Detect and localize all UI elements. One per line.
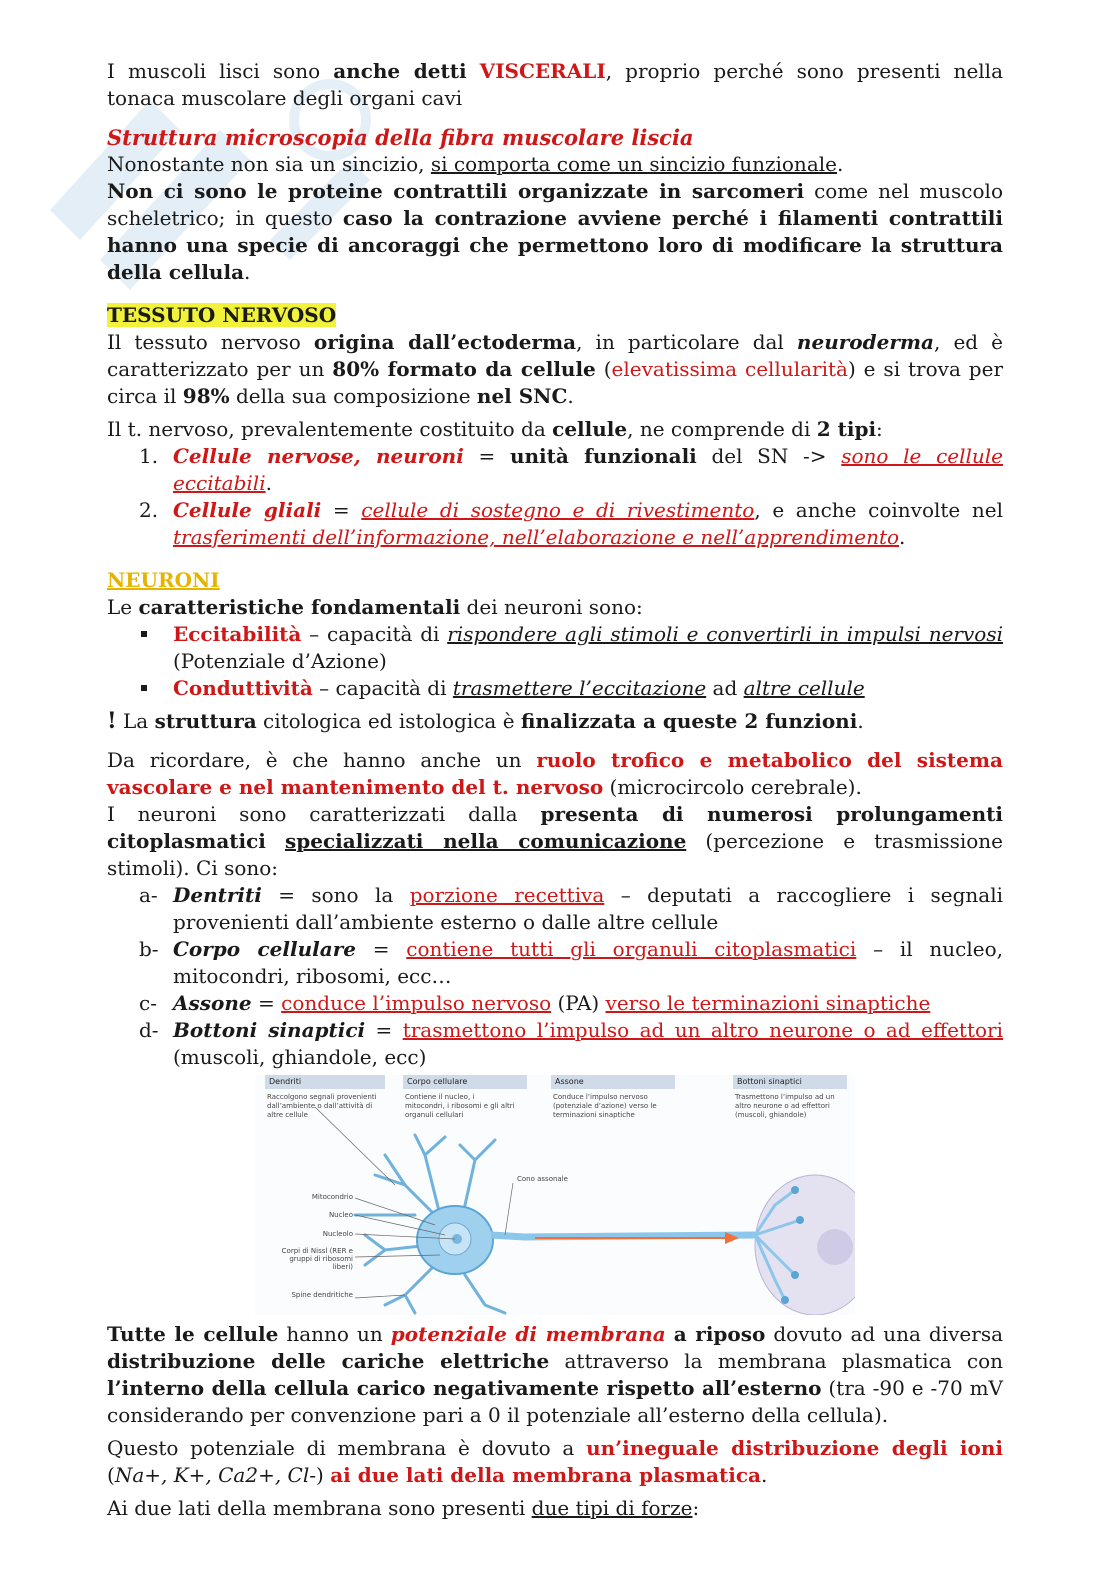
bullet-square-icon: [141, 685, 147, 691]
section-title-tessuto-nervoso: [107, 302, 1003, 329]
list-item: [107, 990, 1003, 1017]
figure-caption-dendriti: Raccolgono segnali provenienti dall’ambiente o dall’attività di altre cellule: [267, 1093, 377, 1119]
lettered-list-neuron-parts: [107, 882, 1003, 1071]
text-bold: origina dall’ectoderma: [313, 330, 577, 354]
paragraph-sincizio: [107, 151, 1003, 178]
text: , proprio perché sono presenti nella tonaca muscolare degli organi cavi: [107, 59, 1003, 110]
text-red-underline: cellule di sostegno e di rivestimento: [361, 498, 755, 522]
text: attraverso la membrana plasmatica con: [549, 1349, 1003, 1373]
text-term: Assone: [173, 991, 252, 1015]
text: La: [116, 709, 155, 733]
text: – capacità di: [301, 622, 448, 646]
text: ) e si trova per circa il: [107, 357, 1004, 408]
text-bold: 98%: [182, 384, 230, 408]
text: I muscoli lisci sono: [107, 59, 334, 83]
list-number: 2.: [139, 498, 159, 522]
list-item: [107, 1017, 1003, 1071]
text-bold: 80% formato da cellule: [332, 357, 596, 381]
text: citologica ed istologica è: [256, 709, 521, 733]
text: [266, 829, 285, 853]
text: =: [321, 498, 362, 522]
text: ad: [706, 676, 744, 700]
paragraph-tipi: [107, 416, 1003, 443]
text-bold: cellule: [552, 417, 628, 441]
bullet-square-icon: [141, 631, 147, 637]
text-bold: a riposo: [673, 1322, 766, 1346]
label-mitocondrio: Mitocondrio: [311, 1193, 353, 1201]
figure-header-bottoni: Bottoni sinaptici: [733, 1075, 847, 1089]
figure-caption-corpo: Contiene il nucleo, i mitocondri, i ribosomi e gli altri organuli cellulari: [405, 1093, 515, 1119]
list-item: [107, 675, 1003, 702]
text-underline: due tipi di forze: [531, 1496, 693, 1520]
text-red-underline: sono le cellule eccitabili: [173, 444, 1004, 495]
text-viscerali: VISCERALI: [479, 59, 606, 83]
text: =: [365, 1018, 403, 1042]
list-item: [107, 443, 1003, 497]
text: – il nucleo, mitocondri, ribosomi, ecc…: [173, 937, 1003, 988]
text-bold: anche detti: [333, 59, 467, 83]
text: =: [355, 937, 407, 961]
text-bold: Tutte le cellule: [107, 1322, 279, 1346]
label-cono-assonale: Cono assonale: [517, 1175, 568, 1183]
text: (: [595, 357, 612, 381]
text-bold: 2 tipi: [816, 417, 877, 441]
text: , ed è caratterizzato per un: [107, 330, 1004, 381]
text: della sua composizione: [229, 384, 477, 408]
numbered-list-cells: [107, 443, 1003, 551]
text: , ne comprende di: [627, 417, 817, 441]
text: Il t. nervoso, prevalentemente costituito da: [107, 417, 553, 441]
target-nucleus-shape: [817, 1229, 853, 1265]
text-term: Dentriti: [173, 883, 262, 907]
document-page: [107, 58, 1003, 1522]
text-term: Corpo cellulare: [173, 937, 356, 961]
text-term: Conduttività: [173, 676, 313, 700]
label-nucleo: Nucleo: [328, 1211, 353, 1219]
text: Nonostante non sia un sincizio,: [107, 152, 431, 176]
text-bold: caso la contrazione avviene perché i filamenti contrattili hanno una specie di ancoraggi che permettono loro di modificare la struttura della cellula: [107, 206, 1003, 284]
text: (Potenziale d’Azione): [173, 649, 387, 673]
paragraph-proteine: [107, 178, 1003, 286]
text: (percezione e trasmissione stimoli). Ci sono:: [107, 829, 1004, 880]
text: (muscoli, ghiandole, ecc): [173, 1045, 427, 1069]
text: Da ricordare, è che hanno anche un: [107, 748, 537, 772]
figure-caption-bottoni: Trasmettono l’impulso ad un altro neurone o ad effettori (muscoli, ghiandole): [735, 1093, 835, 1119]
text-red-underline: trasferimenti dell’informazione, nell’elaborazione e nell’apprendimento: [173, 525, 900, 549]
label-corpi-nissl: Corpi di Nissl (RER e gruppi di ribosomi liberi): [281, 1247, 353, 1271]
section-title-struttura: Struttura microscopia della fibra muscolare liscia: [107, 125, 694, 150]
text: :: [876, 417, 883, 441]
paragraph-tessuto: [107, 329, 1003, 410]
neuron-figure: [255, 1075, 855, 1315]
list-letter: a-: [139, 883, 158, 907]
text-term: Eccitabilità: [173, 622, 302, 646]
label-spine: Spine dendritiche: [291, 1291, 353, 1299]
text: .: [857, 709, 864, 733]
paragraph-struttura-note: [107, 708, 1003, 735]
text-red-underline: contiene tutti gli organuli citoplasmatici: [406, 937, 857, 961]
text: Le: [107, 595, 139, 619]
text: [467, 59, 480, 83]
text-bold: struttura: [154, 709, 257, 733]
text-bold: unità funzionali: [509, 444, 697, 468]
text: (PA): [551, 991, 606, 1015]
text-bold: nel SNC: [476, 384, 568, 408]
text: – capacità di: [312, 676, 453, 700]
text: (tra -90 e -70 mV considerando per convenzione pari a 0 il potenziale all’esterno della cellula).: [107, 1376, 1003, 1427]
text: come nel muscolo scheletrico; in questo: [107, 179, 1003, 230]
text: .: [567, 384, 574, 408]
list-item: [107, 621, 1003, 675]
text-italic-underline: rispondere agli stimoli e convertirli in impulsi nervosi: [447, 622, 1003, 646]
text: Questo potenziale di membrana è dovuto a: [107, 1436, 587, 1460]
exclamation-icon: !: [107, 708, 117, 734]
list-letter: b-: [139, 937, 159, 961]
text-bold: l’interno della cellula carico negativamente rispetto all’esterno: [107, 1376, 822, 1400]
text: Il tessuto nervoso: [107, 330, 314, 354]
text-red-underline: conduce l’impulso nervoso: [281, 991, 552, 1015]
text-bold-underline: specializzati nella comunicazione: [285, 829, 687, 853]
text: ): [316, 1463, 331, 1487]
bullet-list-features: [107, 621, 1003, 702]
list-letter: c-: [139, 991, 157, 1015]
figure-caption-assone: Conduce l’impulso nervoso (potenziale d’azione) verso le terminazioni sinaptiche: [553, 1093, 657, 1119]
yellow-title: NEURONI: [107, 568, 220, 592]
text: hanno un: [278, 1322, 391, 1346]
text: (microcircolo cerebrale).: [603, 775, 862, 799]
text: (: [107, 1463, 115, 1487]
text-red: elevatissima cellularità: [611, 357, 848, 381]
text-underline: si comporta come un sincizio funzionale: [430, 152, 837, 176]
text: = sono la: [261, 883, 410, 907]
text-red-underline: porzione recettiva: [409, 883, 605, 907]
text: [666, 1322, 674, 1346]
text: dei neuroni sono:: [460, 595, 643, 619]
text-term: Cellule gliali: [173, 498, 322, 522]
text-bold-red: ai due lati della membrana plasmatica: [330, 1463, 761, 1487]
text: .: [265, 471, 272, 495]
text-bold: caratteristiche fondamentali: [138, 595, 461, 619]
list-number: 1.: [139, 444, 159, 468]
text-red-underline: trasmettono l’impulso ad un altro neurone o ad effettori: [402, 1018, 1003, 1042]
text: =: [463, 444, 510, 468]
text-bold: distribuzione delle cariche elettriche: [107, 1349, 550, 1373]
highlighted-title: TESSUTO NERVOSO: [107, 303, 337, 327]
text-term: Bottoni sinaptici: [173, 1018, 366, 1042]
text: =: [251, 991, 282, 1015]
label-nucleolo: Nucleolo: [322, 1230, 353, 1238]
figure-header-assone: Assone: [551, 1075, 675, 1089]
list-letter: d-: [139, 1018, 159, 1042]
text: Ai due lati della membrana sono presenti: [107, 1496, 532, 1520]
list-item: [107, 497, 1003, 551]
paragraph-muscoli-lisci: [107, 58, 1003, 112]
text: dovuto ad una diversa: [765, 1322, 1004, 1346]
figure-header-dendriti: Dendriti: [265, 1075, 385, 1089]
text-bold: finalizzata a queste 2 funzioni: [520, 709, 858, 733]
text: del SN ->: [696, 444, 842, 468]
text: :: [692, 1496, 700, 1520]
figure-header-corpo: Corpo cellulare: [403, 1075, 527, 1089]
axon-shape: [491, 1235, 755, 1237]
list-item: [107, 882, 1003, 936]
text: .: [899, 525, 906, 549]
paragraph-ruolo-trofico: [107, 747, 1003, 801]
text: I neuroni sono caratterizzati dalla: [107, 802, 541, 826]
text-italic-underline: altre cellule: [743, 676, 865, 700]
text-italic-underline: trasmettere l’eccitazione: [452, 676, 707, 700]
text-red-underline: verso le terminazioni sinaptiche: [605, 991, 931, 1015]
text-bold: Non ci sono le proteine contrattili organizzate in sarcomeri: [107, 179, 805, 203]
text: .: [761, 1463, 768, 1487]
text-bold-red: ruolo trofico e metabolico del sistema vascolare e nel mantenimento del t. nervoso: [107, 748, 1004, 799]
text-italic: Na+, K+, Ca2+, Cl-: [114, 1463, 317, 1487]
text-bold-red: un’ineguale distribuzione degli ioni: [586, 1436, 1004, 1460]
paragraph-caratteristiche: [107, 594, 1003, 621]
text-bold-italic: neuroderma: [796, 330, 934, 354]
text-bold-italic-red: potenziale di membrana: [390, 1322, 666, 1346]
text: .: [244, 260, 251, 284]
paragraph-prolungamenti: [107, 801, 1003, 882]
text-bold: presenta di numerosi prolungamenti citoplasmatici: [107, 802, 1003, 853]
list-item: [107, 936, 1003, 990]
section-title-neuroni: [107, 567, 1003, 594]
paragraph-forze: [107, 1495, 1003, 1522]
paragraph-potenziale: [107, 1321, 1003, 1429]
text: , e anche coinvolte nel: [754, 498, 1003, 522]
text: .: [836, 152, 844, 176]
text: – deputati a raccogliere i segnali provenienti dall’ambiente esterno o dalle altre cellule: [173, 883, 1004, 934]
text: , in particolare dal: [576, 330, 797, 354]
paragraph-ioni: [107, 1435, 1003, 1489]
text-term: Cellule nervose, neuroni: [173, 444, 464, 468]
